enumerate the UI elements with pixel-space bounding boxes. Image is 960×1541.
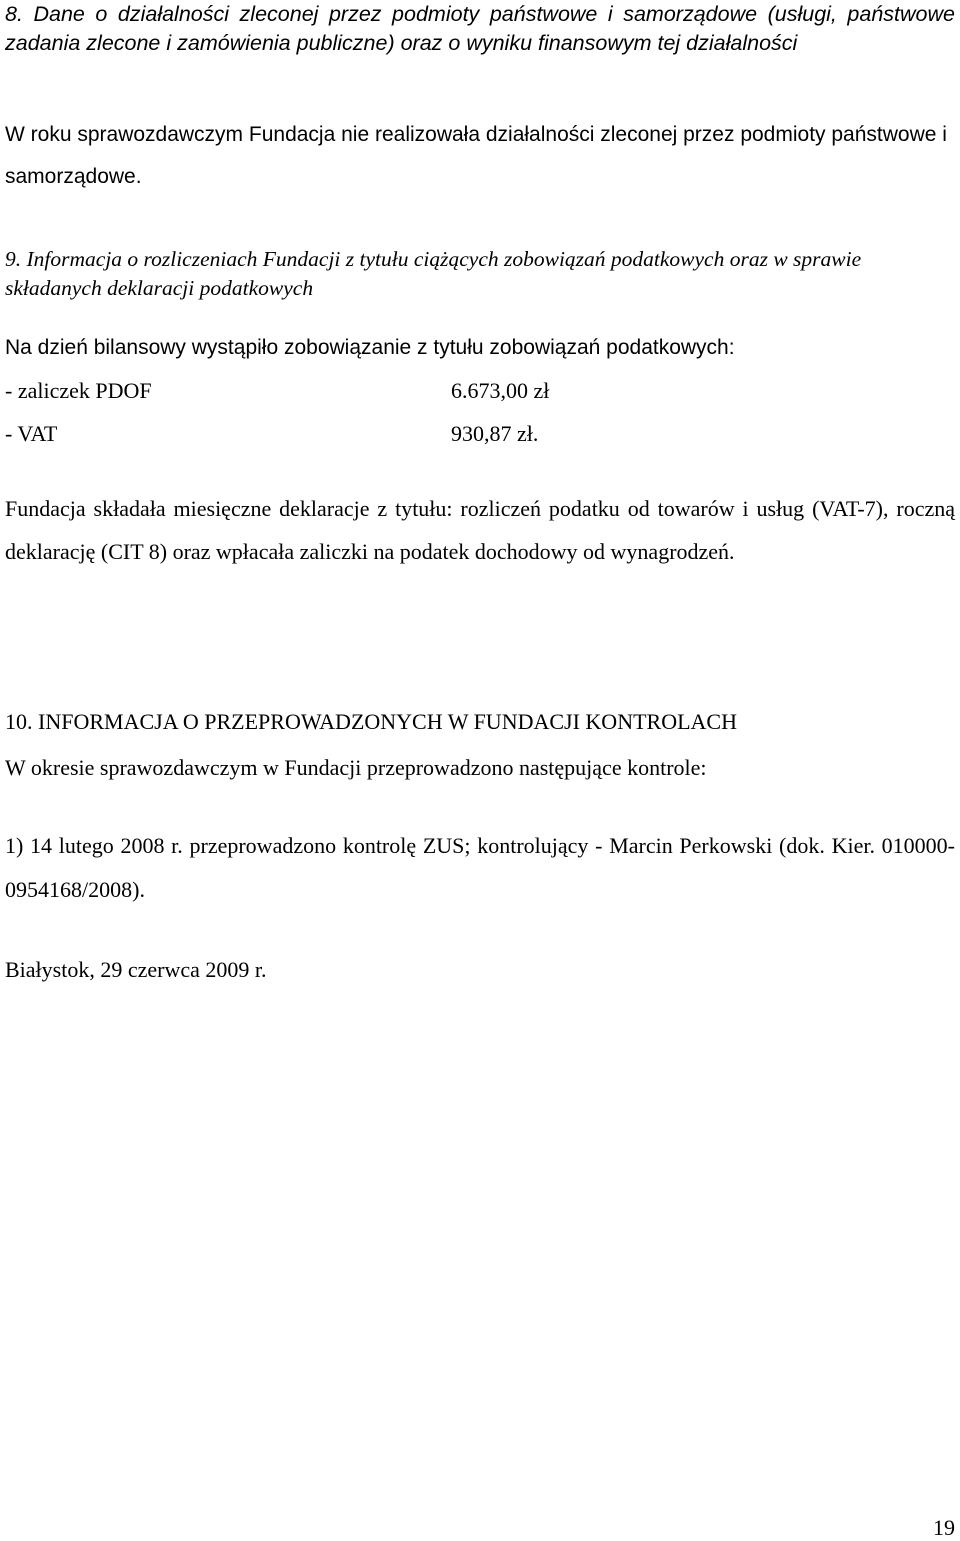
section-10-intro: W okresie sprawozdawczym w Fundacji przeprowadzono następujące kontrole: — [5, 755, 707, 780]
section-9-intro: Na dzień bilansowy wystąpiło zobowiązanie z tytułu zobowiązań podatkowych: — [5, 336, 735, 359]
section-9-heading: 9. Informacja o rozliczeniach Fundacji z tytułu ciążących zobowiązań podatkowych oraz w sprawie składanych deklaracji podatkowych — [5, 247, 862, 300]
section-10-item: 1) 14 lutego 2008 r. przeprowadzono kontrolę ZUS; kontrolujący - Marcin Perkowski (dok. Kier. 010000-0954168/2008). — [5, 833, 955, 902]
page-number: 19 — [933, 1515, 955, 1540]
place-date: Białystok, 29 czerwca 2009 r. — [5, 957, 267, 982]
section-9-declarations: Fundacja składała miesięczne deklaracje z tytułu: rozliczeń podatku od towarów i usług (VAT-7), roczną deklarację (CIT 8) oraz wpłacała zaliczki na podatek dochodowy od wynagrodzeń. — [5, 496, 955, 564]
section-8-heading: 8. Dane o działalności zleconej przez podmioty państwowe i samorządowe (usługi, państwowe zadania zlecone i zamówienia publiczne) oraz o wyniku finansowym tej działalności — [5, 2, 955, 55]
section-8-text: W roku sprawozdawczym Fundacja nie realizowała działalności zleconej przez podmioty państwowe i samorządowe. — [5, 123, 947, 188]
section-10-heading: 10. INFORMACJA O PRZEPROWADZONYCH W FUNDACJI KONTROLACH — [5, 709, 737, 734]
tax-item-label: - zaliczek PDOF — [5, 378, 152, 403]
tax-item-label: - VAT — [5, 421, 58, 446]
tax-item-amount: 930,87 zł. — [451, 421, 539, 446]
tax-item-amount: 6.673,00 zł — [451, 378, 550, 403]
